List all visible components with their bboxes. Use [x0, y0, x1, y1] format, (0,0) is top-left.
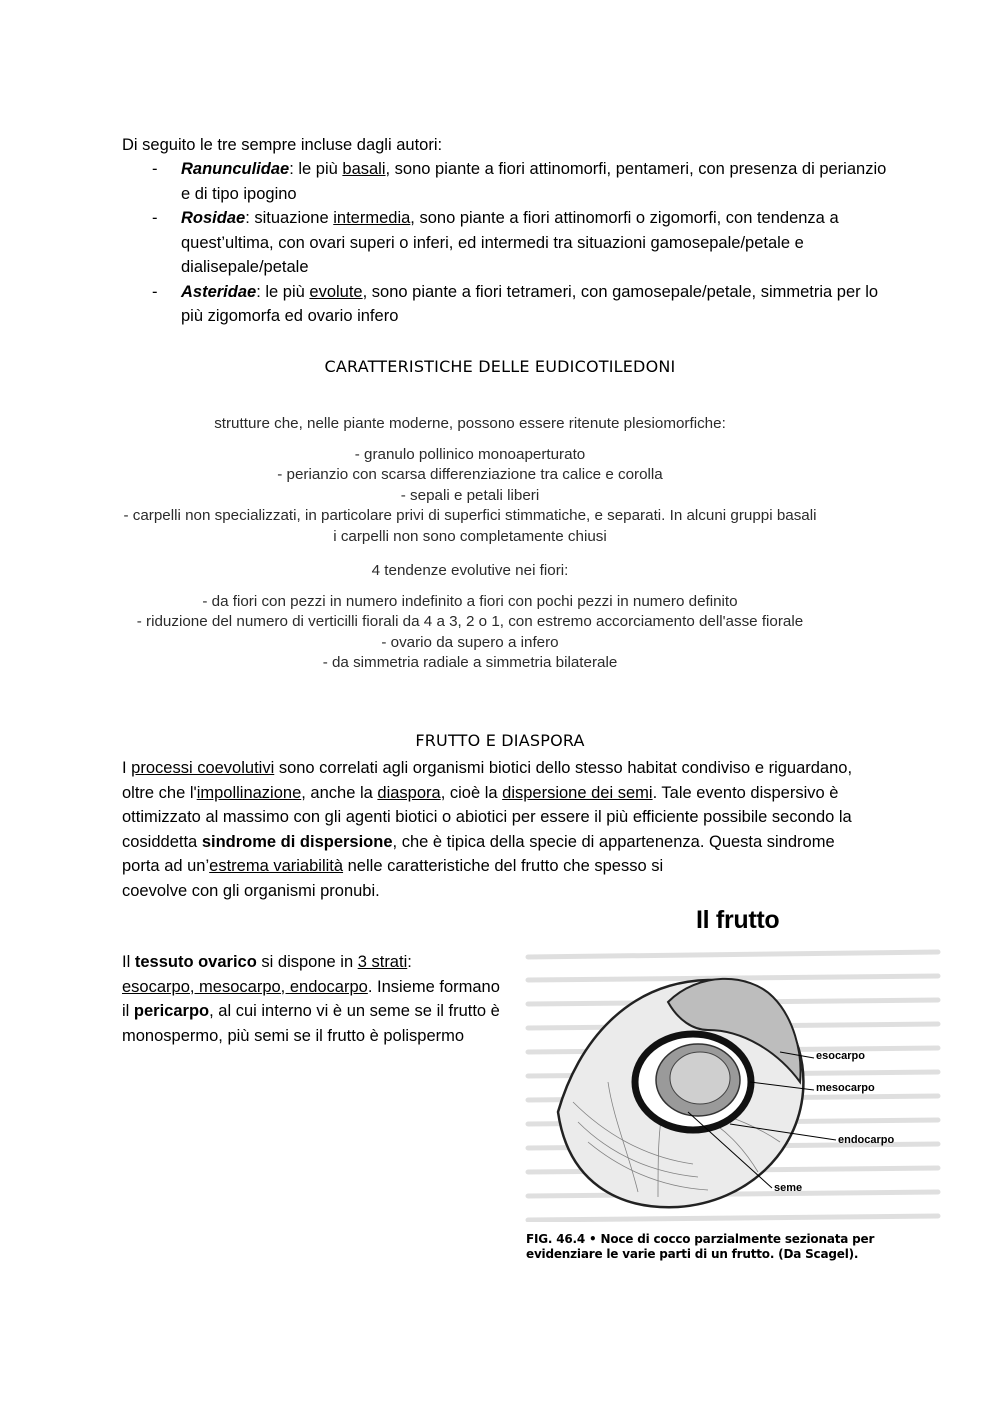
section-title-frutto: FRUTTO E DIASPORA — [415, 731, 585, 750]
box-heading: 4 tendenze evolutive nei fiori: — [371, 562, 569, 579]
coconut-illustration — [518, 902, 946, 1222]
subclass-list — [148, 157, 888, 329]
box-line: - ovario da supero a infero — [381, 633, 559, 651]
coconut-figure — [518, 902, 946, 1272]
subclass-name: Rosidae — [181, 209, 246, 227]
paragraph-tessuto: Il tessuto ovarico si dispone in 3 strati: esocarpo, mesocarpo, endocarpo. Insieme formano il pericarpo, al cui interno vi è un seme se il frutto è monospermo, più semi se il frutto è polispermo — [122, 953, 500, 1045]
box-line: - da fiori con pezzi in numero indefinito a fiori con pochi pezzi in numero definito — [202, 592, 738, 610]
figure-caption: FIG. 46.4 • Noce di cocco parzialmente sezionata per evidenziare le varie parti di un frutto. (Da Scagel). — [526, 1232, 875, 1261]
subclass-name: Asteridae — [181, 282, 257, 301]
characteristics-box — [120, 414, 820, 674]
box-line: - granulo pollinico monoaperturato — [354, 445, 586, 463]
box-line: - riduzione del numero di verticilli fiorali da 4 a 3, 2 o 1, con estremo accorciamento dell'asse fiorale — [136, 613, 804, 630]
figure-title: Il frutto — [696, 906, 780, 934]
box-line: - perianzio con scarsa differenziazione tra calice e corolla — [277, 466, 663, 483]
section-title-eudicotiledoni: CARATTERISTICHE DELLE EUDICOTILEDONI — [324, 357, 676, 376]
label-mesocarpo: mesocarpo — [816, 1082, 875, 1094]
box-heading: strutture che, nelle piante moderne, possono essere ritenute plesiomorfiche: — [214, 415, 726, 432]
box-line: - carpelli non specializzati, in particolare privi di superfici stimmatiche, e separati. In alcuni gruppi basali i carpelli non sono completamente chiusi — [123, 507, 817, 545]
intro-text: Di seguito le tre sempre incluse dagli autori: — [122, 136, 443, 154]
list-item: - Asteridae: le più evolute, sono piante a fiori tetrameri, con gamosepale/petale, simmetria per lo più zigomorfa ed ovario infero — [152, 282, 879, 325]
box-line: - sepali e petali liberi — [400, 486, 540, 504]
label-seme: seme — [774, 1182, 803, 1194]
list-item: - Rosidae: situazione intermedia, sono piante a fiori attinomorfi o zigomorfi, con tendenza a quest’ultima, con ovari superi o inferi, ed intermedi tra situazioni gamosepale/petale e dialisepale/petale — [152, 209, 839, 276]
box-line: - da simmetria radiale a simmetria bilaterale — [322, 654, 618, 671]
paragraph-coevolution: I processi coevolutivi sono correlati agli organismi biotici dello stesso habitat condiviso e riguardano, oltre che l'impollinazione, anche la diaspora, cioè la dispersione dei semi. Tale evento dispersivo è ottimizzato al massimo con gli agenti biotici o abiotici per essere il più efficiente possibile secondo la cosiddetta sindrome di dispersione, che è tipica della specie di appartenenza. Questa sindrome porta ad un’estrema variabilità nelle caratteristiche del frutto che spesso si coevolve con gli organismi pronubi. — [122, 759, 853, 900]
label-esocarpo: esocarpo — [816, 1050, 865, 1062]
subclass-name: Ranunculidae — [181, 160, 290, 178]
label-endocarpo: endocarpo — [838, 1134, 895, 1146]
list-item: - Ranunculidae: le più basali, sono piante a fiori attinomorfi, pentameri, con presenza di perianzio e di tipo ipogino — [152, 160, 887, 203]
